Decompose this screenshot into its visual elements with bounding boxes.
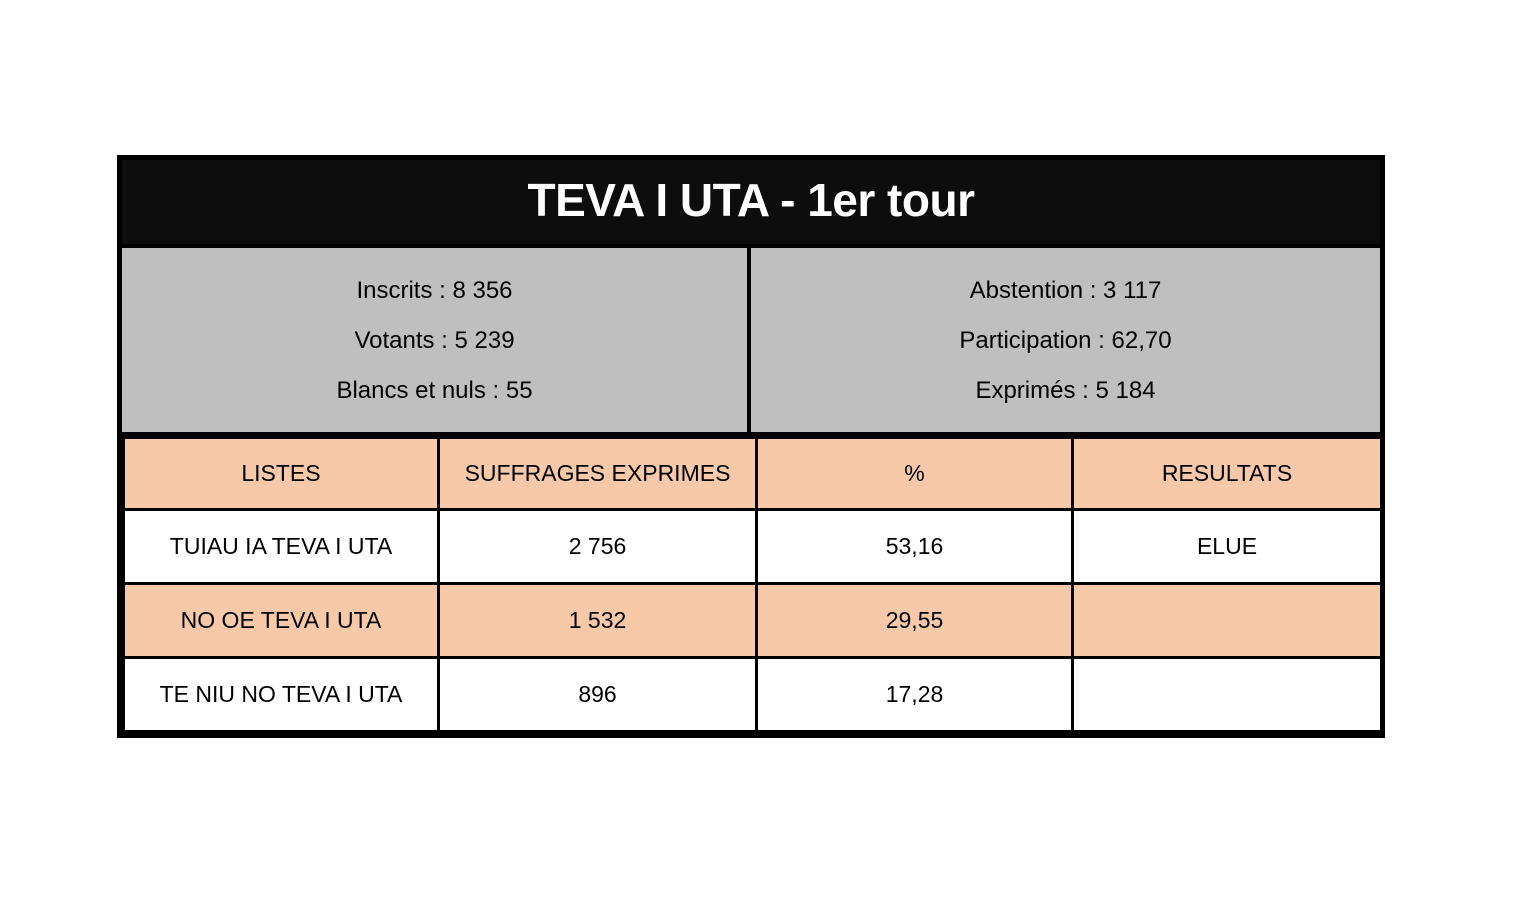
election-results-card <box>117 155 1385 738</box>
cell-suffrages: 2 756 <box>439 510 757 584</box>
stat-exprimes: Exprimés : 5 184 <box>975 377 1156 405</box>
cell-resultat <box>1073 658 1382 732</box>
cell-resultat <box>1073 584 1382 658</box>
cell-resultat: ELUE <box>1073 510 1382 584</box>
turnout-summary <box>122 244 1380 436</box>
turnout-summary-left <box>122 248 751 432</box>
cell-pourcentage: 53,16 <box>757 510 1073 584</box>
stat-inscrits: Inscrits : 8 356 <box>356 277 513 305</box>
cell-liste: TUIAU IA TEVA I UTA <box>124 510 439 584</box>
cell-pourcentage: 17,28 <box>757 658 1073 732</box>
cell-suffrages: 896 <box>439 658 757 732</box>
column-header-pourcentage: % <box>757 438 1073 510</box>
stat-votants: Votants : 5 239 <box>354 327 515 355</box>
stat-abstention: Abstention : 3 117 <box>969 277 1162 305</box>
column-header-suffrages: SUFFRAGES EXPRIMES <box>439 438 757 510</box>
cell-pourcentage: 29,55 <box>757 584 1073 658</box>
page-title: TEVA I UTA - 1er tour <box>122 160 1380 244</box>
cell-liste: NO OE TEVA I UTA <box>124 584 439 658</box>
results-table <box>122 436 1383 733</box>
stat-participation: Participation : 62,70 <box>959 327 1172 355</box>
table-row <box>124 584 1382 658</box>
column-header-listes: LISTES <box>124 438 439 510</box>
table-row <box>124 658 1382 732</box>
stat-blancs-et-nuls: Blancs et nuls : 55 <box>336 377 533 405</box>
table-row <box>124 510 1382 584</box>
cell-liste: TE NIU NO TEVA I UTA <box>124 658 439 732</box>
turnout-summary-right <box>751 248 1380 432</box>
cell-suffrages: 1 532 <box>439 584 757 658</box>
table-header-row <box>124 438 1382 510</box>
column-header-resultats: RESULTATS <box>1073 438 1382 510</box>
